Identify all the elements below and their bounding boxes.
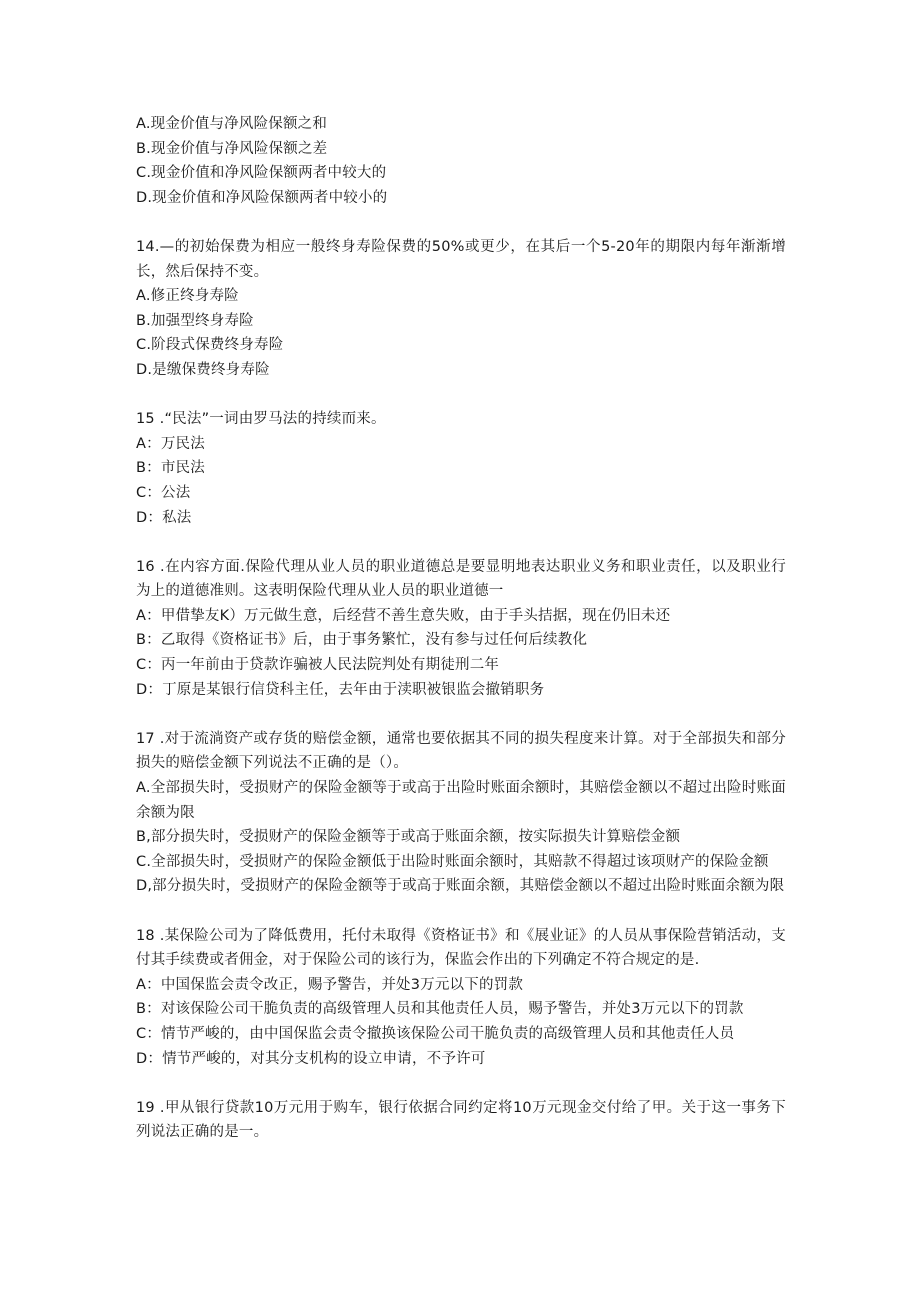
option-c: C.全部损失时，受损财产的保险金额低于出险时账面余额时，其赔款不得超过该项财产的保险金额 [136,853,769,870]
question-stem: 16 .在内容方面.保险代理从业人员的职业道德总是要显明地表达职业义务和职业责任，以及职业行为上的道德准则。这表明保险代理从业人员的职业道德一 [136,558,786,600]
option-a: A.修正终身寿险 [136,288,239,305]
option-d: D：丁原是某银行信贷科主任，去年由于渎职被银监会撤销职务 [136,681,545,698]
question-stem: 15 .“民法”一词由罗马法的持续而来。 [136,411,386,428]
question-stem: 14.—的初始保费为相应一般终身寿险保费的50%或更少，在其后一个5-20年的期限内每年渐渐增长，然后保持不变。 [136,238,786,280]
question-14 [136,235,786,383]
option-b: B,部分损失时，受损财产的保险金额等于或高于账面余额，按实际损失计算赔偿金额 [136,829,681,846]
option-d: D.现金价值和净风险保额两者中较小的 [136,189,388,206]
option-a: A：万民法 [136,435,205,452]
option-a: A：甲借挚友K）万元做生意，后经营不善生意失败，由于手头拮据，现在仍旧未还 [136,607,671,624]
question-stem: 17 .对于流淌资产或存货的赔偿金额，通常也要依据其不同的损失程度来计算。对于全部损失和部分损失的赔偿金额下列说法不正确的是（）。 [136,730,786,772]
option-c: C：情节严峻的，由中国保监会责令撤换该保险公司干脆负责的高级管理人员和其他责任人员 [136,1025,735,1042]
option-b: B：乙取得《资格证书》后，由于事务繁忙，没有参与过任何后续教化 [136,632,588,649]
question-16 [136,555,786,703]
question-17 [136,727,786,899]
question-19 [136,1096,786,1145]
option-a: A.现金价值与净风险保额之和 [136,116,328,132]
option-d: D.是缴保费终身寿险 [136,361,270,378]
option-b: B.加强型终身寿险 [136,312,254,329]
question-stem: 19 .甲从银行贷款10万元用于购车，银行依据合同约定将10万元现金交付给了甲。关于这一事务下列说法正确的是一。 [136,1099,786,1141]
option-a: A：中国保监会责令改正，赐予警告，并处3万元以下的罚款 [136,976,524,993]
option-c: C：丙一年前由于贷款诈骗被人民法院判处有期徒刑二年 [136,657,500,674]
option-c: C.现金价值和净风险保额两者中较大的 [136,165,387,182]
option-a: A.全部损失时，受损财产的保险金额等于或高于出险时账面余额时，其赔偿金额以不超过出险时账面余额为限 [136,780,786,821]
question-18 [136,924,786,1072]
option-b: B：市民法 [136,460,205,477]
document-page [136,112,786,1145]
option-c: C：公法 [136,484,191,501]
option-c: C.阶段式保费终身寿险 [136,337,284,354]
option-d: D：私法 [136,509,192,526]
question-stem: 18 .某保险公司为了降低费用，托付未取得《资格证书》和《展业证》的人员从事保险营销活动，支付其手续费或者佣金，对于保险公司的该行为，保监会作出的下列确定不符合规定的是. [136,927,786,969]
question-13-options [136,112,786,210]
option-b: B.现金价值与净风险保额之差 [136,140,328,157]
option-d: D,部分损失时，受损财产的保险金额等于或高于账面余额，其赔偿金额以不超过出险时账面余额为限 [136,878,785,895]
question-15 [136,407,786,530]
option-d: D：情节严峻的，对其分支机构的设立申请，不予许可 [136,1050,486,1067]
option-b: B：对该保险公司干脆负责的高级管理人员和其他责任人员，赐予警告，并处3万元以下的罚款 [136,1001,744,1018]
